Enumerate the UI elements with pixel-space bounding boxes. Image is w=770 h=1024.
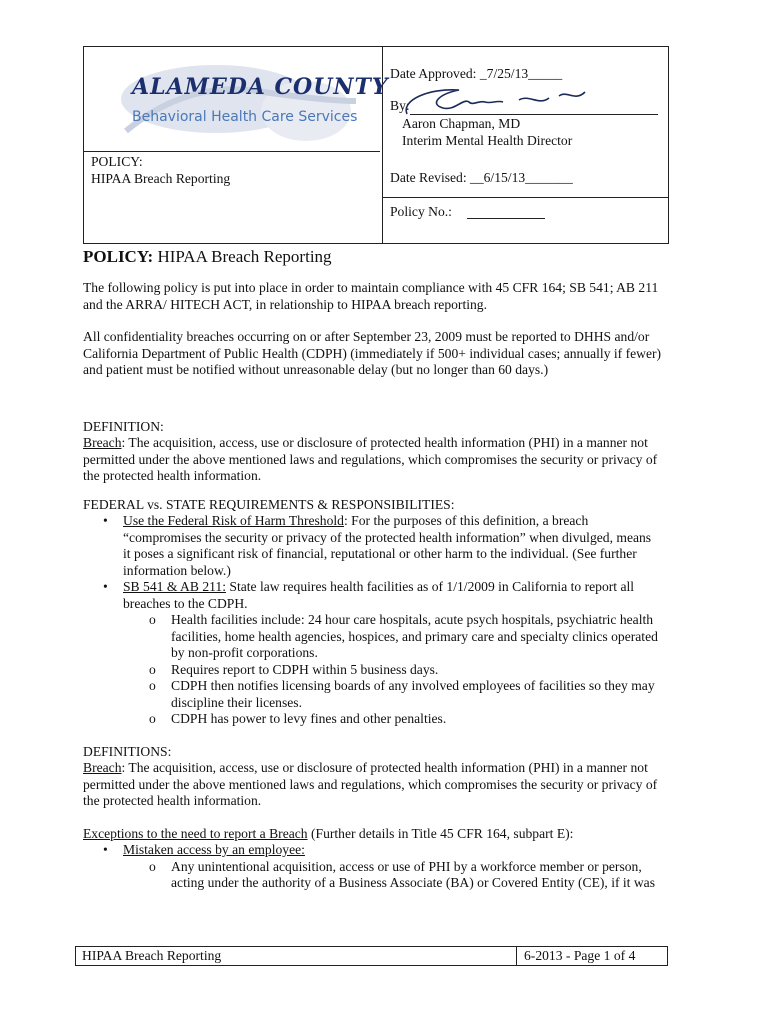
list-item-text: Any unintentional acquisition, access or use of PHI by a workforce member or person,	[171, 858, 642, 874]
list-item-text: Health facilities include: 24 hour care hospitals, acute psych hospitals, psychiatric health	[171, 612, 654, 627]
breach-line: All confidentiality breaches occurring on or after September 23, 2009 must be reported to DHHS and/or	[83, 329, 650, 344]
exceptions-heading-text: (Further details in Title 45 CFR 164, subpart E):	[307, 825, 574, 841]
state-law-term: SB 541 & AB 211:	[123, 579, 226, 594]
header-right-divider	[382, 197, 668, 198]
federal-state-heading: FEDERAL vs. STATE REQUIREMENTS & RESPONSIBILITIES:	[83, 496, 455, 512]
footer-page-number: 6-2013 - Page 1 of 4	[524, 948, 636, 963]
header-left-divider	[84, 151, 380, 152]
definitions-line: the protected health information.	[83, 793, 262, 808]
document-title	[83, 246, 683, 268]
list-item-text: CDPH has power to levy fines and other penalties.	[171, 711, 447, 726]
intro-line: and the ARRA/ HITECH ACT, in relationship to HIPAA breach reporting.	[83, 296, 487, 312]
intro-paragraph	[83, 280, 683, 313]
policy-name-cell	[91, 153, 230, 187]
list-item	[83, 859, 683, 892]
intro-line: The following policy is put into place in order to maintain compliance with 45 CFR 164; SB 541; AB 211	[83, 280, 659, 295]
list-item	[83, 579, 683, 612]
mistaken-access-term: Mistaken access by an employee:	[123, 842, 305, 857]
policy-number: Policy No.:	[390, 204, 452, 219]
definition-line: permitted under the above mentioned laws and regulations, which compromises the security or privacy of	[83, 451, 658, 467]
federal-threshold-term: Use the Federal Risk of Harm Threshold	[123, 513, 344, 528]
list-item-text: State law requires health facilities as of 1/1/2009 in California to report all	[225, 579, 635, 594]
list-item-text: CDPH then notifies licensing boards of any involved employees of facilities so they may	[171, 678, 655, 693]
definition-line: the protected health information.	[83, 468, 262, 483]
list-item	[83, 662, 683, 679]
signature-graphic	[399, 80, 589, 120]
list-item-text: breaches to the CDPH.	[123, 595, 248, 611]
policy-header-table	[83, 46, 669, 244]
list-item	[83, 842, 683, 859]
by-label: By:	[390, 98, 410, 113]
definitions-section	[83, 744, 683, 810]
definitions-line: : The acquisition, access, use or disclosure of protected health information (PHI) in a manner not	[121, 760, 648, 775]
list-item	[83, 711, 683, 728]
definition-line: : The acquisition, access, use or disclosure of protected health information (PHI) in a manner not	[121, 435, 648, 450]
date-revised: Date Revised: __6/15/13_______	[390, 170, 573, 185]
list-item-text: “compromises the security or privacy of the protected health information” when divulged, means	[123, 529, 652, 545]
list-item-text: by non-profit corporations.	[171, 645, 318, 660]
definitions-line: permitted under the above mentioned laws and regulations, which compromises the security or privacy of	[83, 776, 658, 792]
policy-number-line	[467, 218, 545, 219]
exceptions-heading	[83, 826, 683, 843]
footer-divider	[516, 947, 517, 965]
signer-title: Interim Mental Health Director	[402, 133, 573, 148]
date-approved: Date Approved: _7/25/13_____	[390, 66, 563, 81]
logo-title: ALAMEDA COUNTY	[132, 74, 389, 100]
list-item-text: facilities, home health agencies, hospices, and primary care and specialty clinics operated	[171, 628, 658, 644]
footer-title: HIPAA Breach Reporting	[82, 948, 222, 963]
federal-state-section	[83, 497, 683, 728]
definition-section	[83, 419, 683, 485]
definition-term: Breach	[83, 435, 122, 450]
policy-name: HIPAA Breach Reporting	[91, 171, 231, 186]
list-item-text: it poses a significant risk of financial, reputational or other harm to the individual. (See further	[123, 546, 637, 561]
list-item-text: information below.)	[123, 562, 231, 578]
policy-label: POLICY:	[91, 154, 143, 169]
logo-subtitle: Behavioral Health Care Services	[132, 109, 358, 125]
list-item-text: acting under the authority of a Business Associate (BA) or Covered Entity (CE), if it was	[171, 875, 655, 890]
breach-line: California Department of Public Health (CDPH) (immediately if 500+ individual cases; annually if fewer)	[83, 345, 662, 361]
title-label: POLICY:	[83, 247, 154, 266]
list-item-text: discipline their licenses.	[171, 694, 302, 710]
breach-requirement-paragraph	[83, 329, 683, 379]
page-footer	[75, 946, 668, 966]
list-item	[83, 612, 683, 662]
breach-line: and patient must be notified without unreasonable delay (but no longer than 60 days.)	[83, 362, 549, 377]
exceptions-section	[83, 826, 683, 892]
signer-name: Aaron Chapman, MD	[402, 116, 521, 131]
list-item-text: Requires report to CDPH within 5 business days.	[171, 661, 439, 677]
list-item	[83, 678, 683, 711]
definitions-heading: DEFINITIONS:	[83, 743, 172, 759]
exceptions-heading-link-text: Exceptions to the need to report a Breach	[83, 825, 308, 841]
definitions-term: Breach	[83, 760, 122, 775]
document-body	[83, 246, 683, 892]
list-item	[83, 513, 683, 579]
alameda-county-logo	[106, 61, 389, 145]
title-text: HIPAA Breach Reporting	[153, 247, 332, 266]
list-item-text: : For the purposes of this definition, a breach	[343, 513, 589, 528]
definition-heading: DEFINITION:	[83, 418, 164, 434]
